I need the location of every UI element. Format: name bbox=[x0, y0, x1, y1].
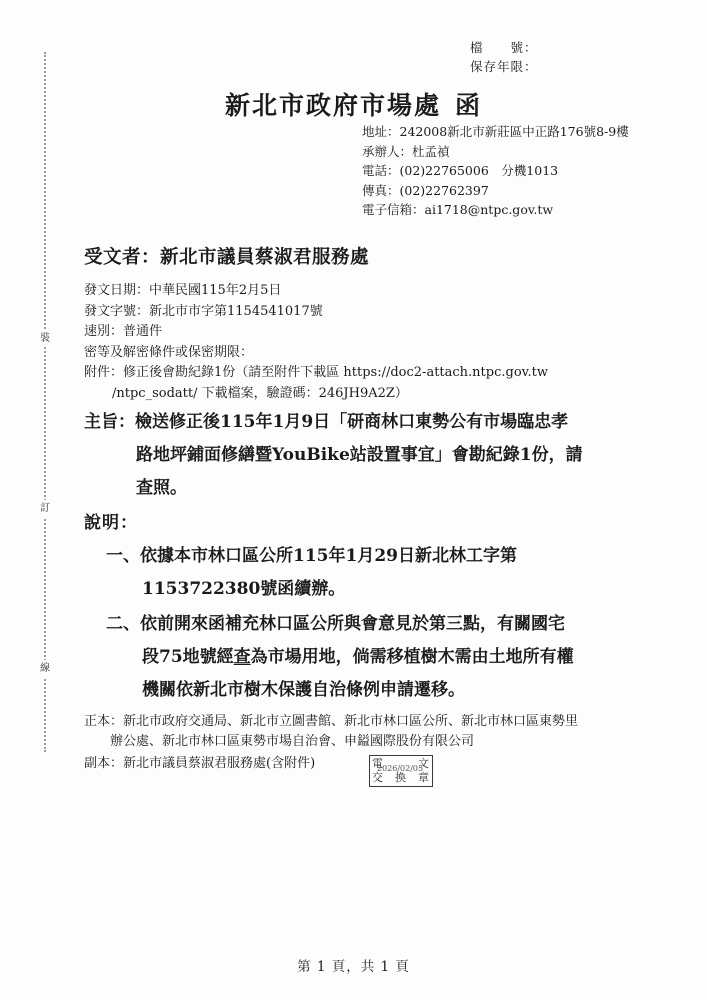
contact-fax: 傳真：(02)22762397 bbox=[362, 182, 489, 198]
subject-line-3: 查照。 bbox=[136, 478, 187, 498]
archive-header bbox=[470, 38, 538, 76]
seal-char-3: 交 bbox=[372, 771, 384, 784]
item-2-line-2-pre: 段75地號經 bbox=[142, 647, 234, 667]
item-marker-1: 一、 bbox=[106, 546, 140, 566]
agency-address: 地址：242008新北市新莊區中正路176號8-9樓 bbox=[362, 124, 629, 139]
margin-label-ding: 訂 bbox=[36, 500, 54, 517]
seal-char-4: 換 bbox=[395, 771, 407, 784]
page-footer: 第 1 頁，共 1 頁 bbox=[297, 959, 410, 975]
seal-date: 2026/02/05 bbox=[377, 764, 424, 773]
page-title bbox=[0, 86, 707, 122]
binding-guide-line bbox=[44, 52, 48, 752]
document-meta bbox=[84, 281, 644, 404]
item-marker-2: 二、 bbox=[106, 614, 140, 634]
item-1-line-1: 依據本市林口區公所115年1月29日新北林工字第 bbox=[140, 546, 517, 566]
margin-label-zhuang: 裝 bbox=[36, 330, 54, 347]
seal-char-2: 文 bbox=[418, 757, 430, 770]
contact-email: 電子信箱：ai1718@ntpc.gov.tw bbox=[362, 202, 554, 217]
distribution-copy-line: 副本：新北市議員蔡淑君服務處(含附件) bbox=[84, 756, 316, 771]
issue-date: 發文日期：中華民國115年2月5日 bbox=[84, 283, 282, 298]
retention-period-label: 保存年限： bbox=[470, 59, 538, 74]
issuing-agency-name: 新北市政府市場處 bbox=[224, 91, 441, 120]
document-number: 發文字號：新北市市字第1154541017號 bbox=[84, 303, 323, 319]
subject-section bbox=[84, 406, 644, 505]
attachment-line-1: 附件：修正後會勘紀錄1份（請至附件下載區 https://doc2-attach.ntpc.gov.tw bbox=[84, 365, 548, 380]
list-item bbox=[106, 540, 651, 606]
distribution-main-line-2: 辦公處、新北市林口區東勢市場自治會、申鎰國際股份有限公司 bbox=[110, 734, 475, 749]
electronic-exchange-seal bbox=[369, 755, 433, 787]
contact-phone: 電話：(02)22765006 分機1013 bbox=[362, 163, 559, 178]
speed-level: 速別：普通件 bbox=[84, 324, 163, 339]
item-2-line-2-underlined: 查 bbox=[233, 647, 251, 667]
list-item bbox=[106, 608, 651, 707]
item-2-line-1: 依前開來函補充林口區公所與會意見於第三點，有關國宅 bbox=[140, 614, 565, 634]
document-type: 函 bbox=[455, 91, 483, 120]
contact-officer: 承辦人：杜孟禎 bbox=[362, 143, 450, 159]
distribution-main-line-1: 新北市政府交通局、新北市立圖書館、新北市林口區公所、新北市林口區東勢里 bbox=[123, 714, 579, 729]
distribution-block bbox=[84, 712, 644, 774]
recipient-line: 受文者：新北市議員蔡淑君服務處 bbox=[84, 247, 370, 268]
attachment-line-2: /ntpc_sodatt/ 下載檔案，驗證碼：246JH9A2Z） bbox=[112, 385, 408, 401]
subject-line-1: 檢送修正後115年1月9日「研商林口東勢公有市場臨忠孝 bbox=[135, 412, 569, 432]
contact-block bbox=[362, 122, 692, 220]
subject-line-2: 路地坪鋪面修繕暨YouBike站設置事宜」會勘紀錄1份，請 bbox=[136, 445, 583, 465]
item-1-line-2: 1153722380號函續辦。 bbox=[142, 579, 346, 599]
item-2-line-2-post: 為市場用地，倘需移植樹木需由土地所有權 bbox=[250, 647, 574, 667]
item-2-line-3: 機關依新北市樹木保護自治條例申請遷移。 bbox=[142, 680, 465, 700]
seal-char-1: 電 bbox=[372, 757, 384, 770]
margin-label-xian: 線 bbox=[36, 660, 54, 677]
explanation-items bbox=[106, 540, 651, 709]
subject-label: 主旨： bbox=[84, 412, 135, 432]
classification-level: 密等及解密條件或保密期限： bbox=[84, 344, 254, 360]
seal-char-5: 章 bbox=[418, 771, 430, 784]
distribution-main-label: 正本： bbox=[84, 714, 124, 729]
archive-number-label: 檔 號： bbox=[470, 40, 538, 55]
explanation-label: 說明： bbox=[84, 513, 138, 533]
